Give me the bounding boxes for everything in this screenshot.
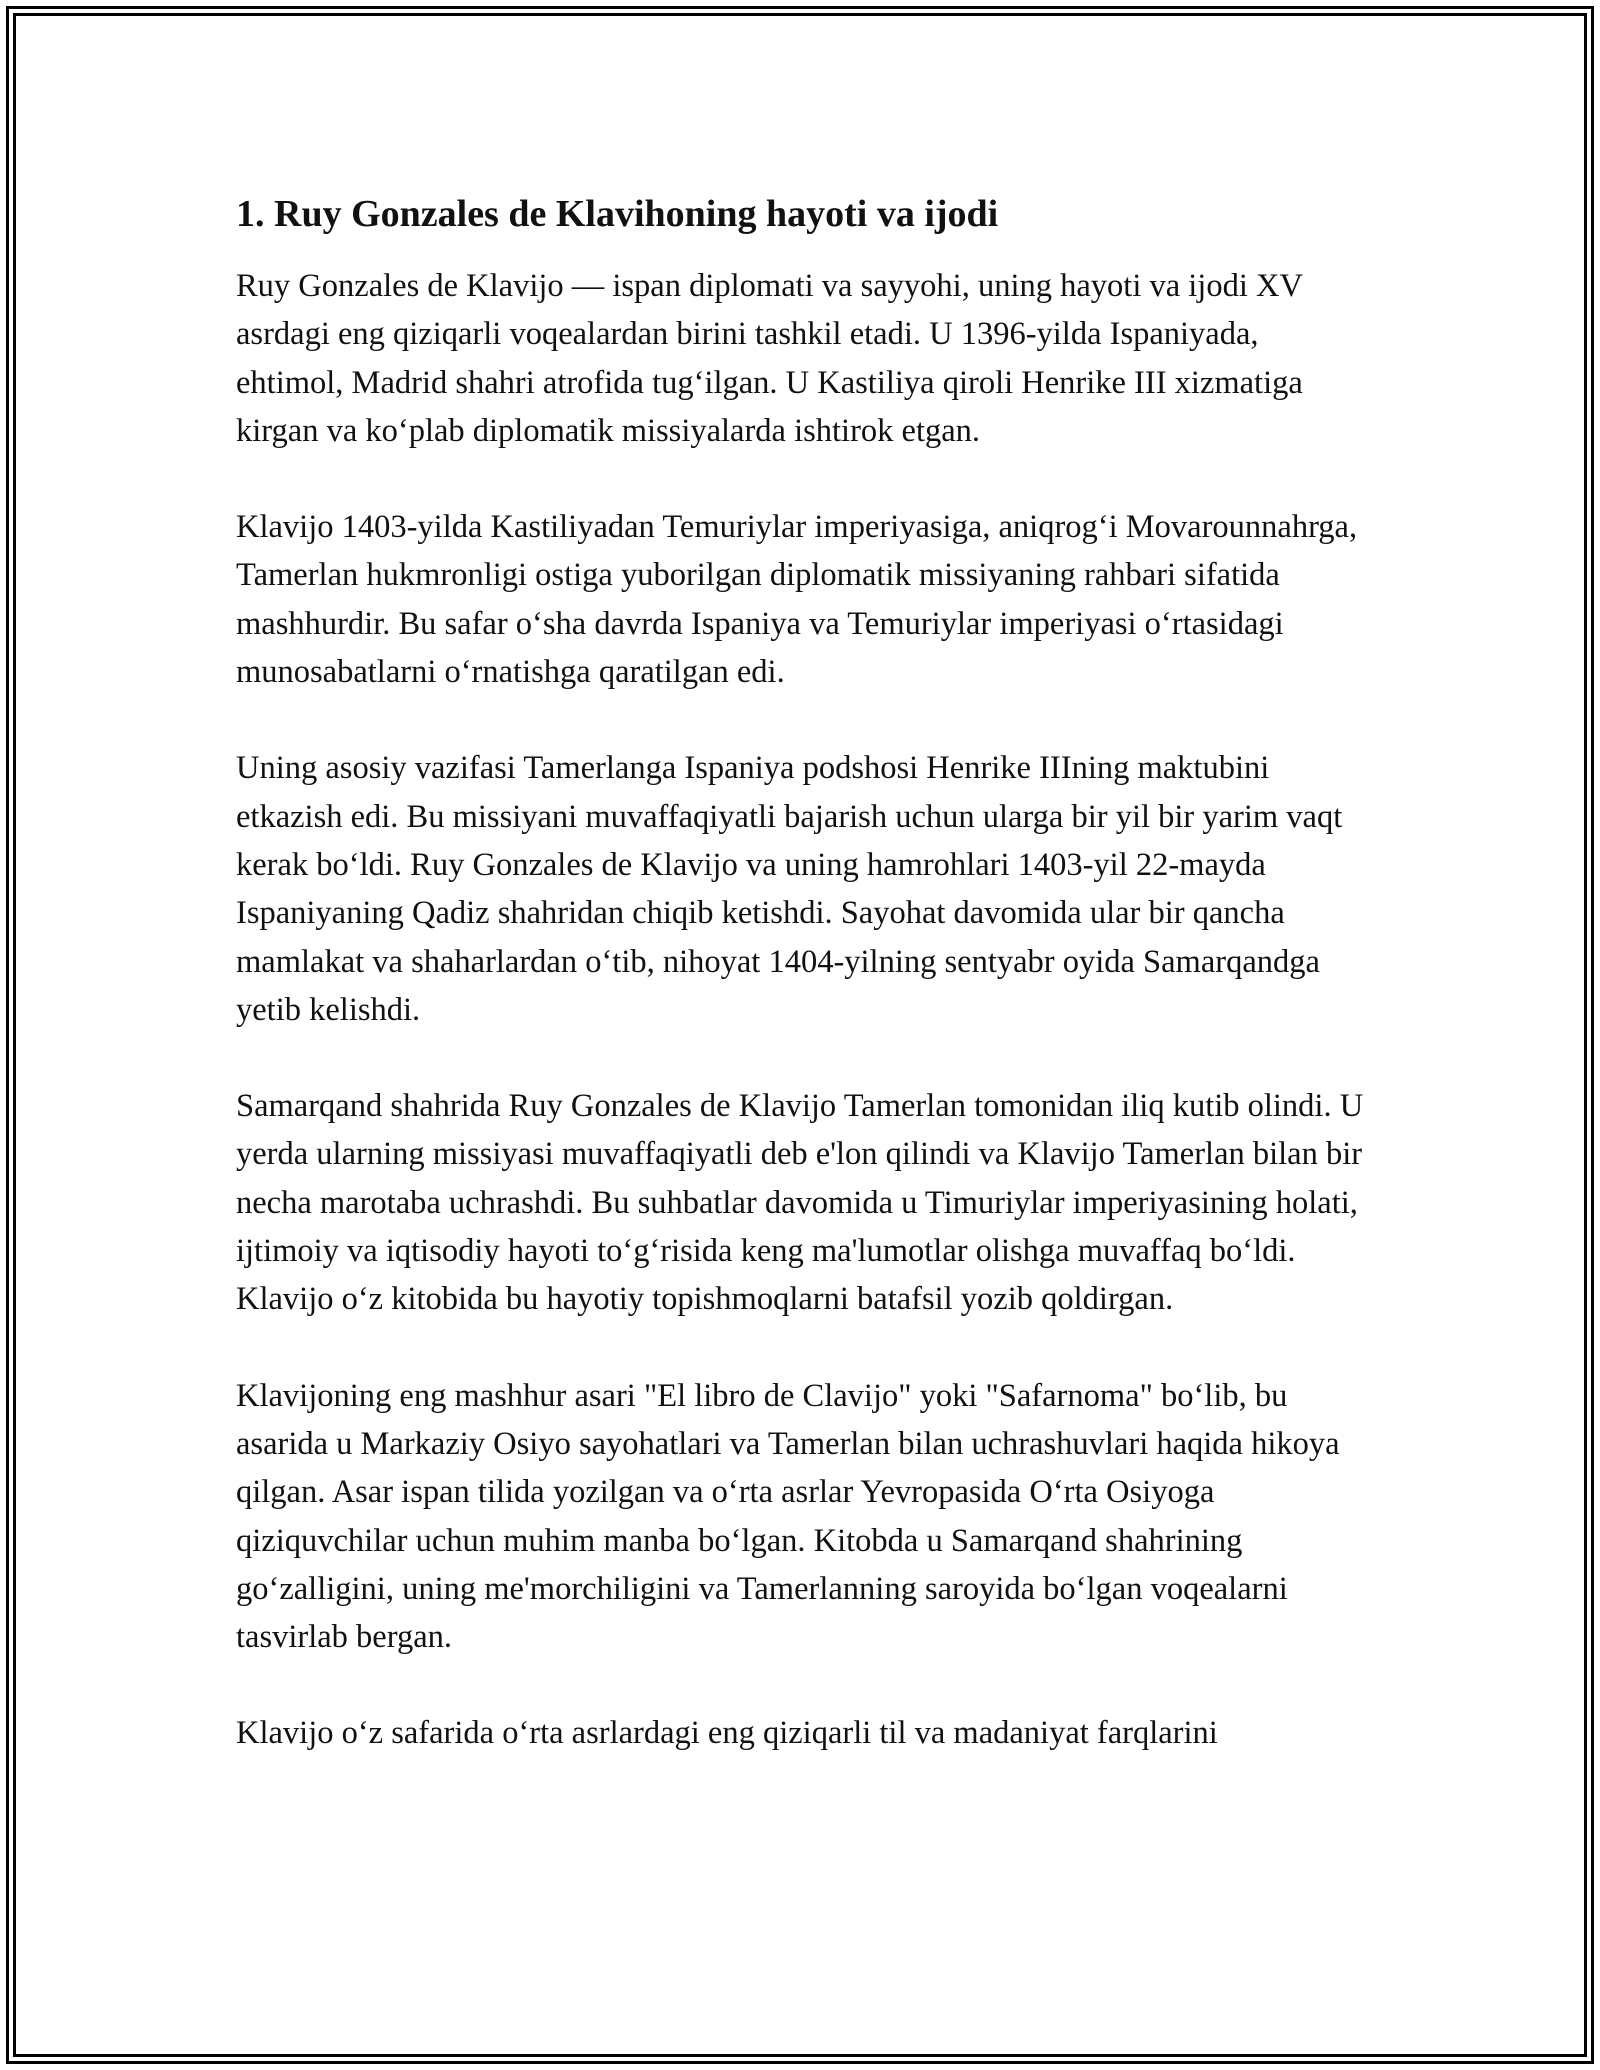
document-title: 1. Ruy Gonzales de Klavihoning hayoti va ijodi (236, 193, 999, 235)
paragraph-3: Uning asosiy vazifasi Tamerlanga Ispaniya podshosi Henrike IIIning maktubini etkazish edi. Bu missiyani muvaffaqiyatli bajarish uchun ularga bir yil bir yarim vaqt kerak bo‘ldi. Ruy Gonzales de Klavijo va uning hamrohlari 1403-yil 22-mayda Ispaniyaning Qadiz shahridan chiqib ketishdi. Sayohat davomida ular bir qancha mamlakat va shaharlardan o‘tib, nihoyat 1404-yilning sentyabr oyida Samarqandga yetib kelishdi. (236, 750, 1343, 1028)
paragraph-2: Klavijo 1403-yilda Kastiliyadan Temuriylar imperiyasiga, aniqrog‘i Movarounnahrga, Tamerlan hukmronligi ostiga yuborilgan diplomatik missiyaning rahbari sifatida mashhurdir. Bu safar o‘sha davrda Ispaniya va Temuriylar imperiyasi o‘rtasidagi munosabatlarni o‘rnatishga qaratilgan edi. (236, 509, 1358, 691)
paragraph-5: Klavijoning eng mashhur asari "El libro de Clavijo" yoki "Safarnoma" bo‘lib, bu asarida u Markaziy Osiyo sayohatlari va Tamerlan bilan uchrashuvlari haqida hikoya qilgan. Asar ispan tilida yozilgan va o‘rta asrlar Yevropasida O‘rta Osiyoga qiziquvchilar uchun muhim manba bo‘lgan. Kitobda u Samarqand shahrining go‘zalligini, uning me'morchiligini va Tamerlanning saroyida bo‘lgan voqealarni tasvirlab bergan. (236, 1377, 1340, 1656)
paragraph-1: Ruy Gonzales de Klavijo — ispan diplomati va sayyohi, uning hayoti va ijodi XV asrdagi eng qiziqarli voqealardan birini tashkil etadi. U 1396-yilda Ispaniyada, ehtimol, Madrid shahri atrofida tug‘ilgan. U Kastiliya qiroli Henrike III xizmatiga kirgan va ko‘plab diplomatik missiyalarda ishtirok etgan. (236, 268, 1303, 449)
paragraph-4: Samarqand shahrida Ruy Gonzales de Klavijo Tamerlan tomonidan iliq kutib olindi. U yerda ularning missiyasi muvaffaqiyatli deb e'lon qilindi va Klavijo Tamerlan bilan bir necha marotaba uchrashdi. Bu suhbatlar davomida u Timuriylar imperiyasining holati, ijtimoiy va iqtisodiy hayoti to‘g‘risida keng ma'lumotlar olishga muvaffaq bo‘ldi. Klavijo o‘z kitobida bu hayotiy topishmoqlarni batafsil yozib qoldirgan. (236, 1088, 1364, 1318)
paragraph-6: Klavijo o‘z safarida o‘rta asrlardagi eng qiziqarli til va madaniyat farqlarini (236, 1715, 1218, 1752)
document-body (236, 186, 1366, 1758)
